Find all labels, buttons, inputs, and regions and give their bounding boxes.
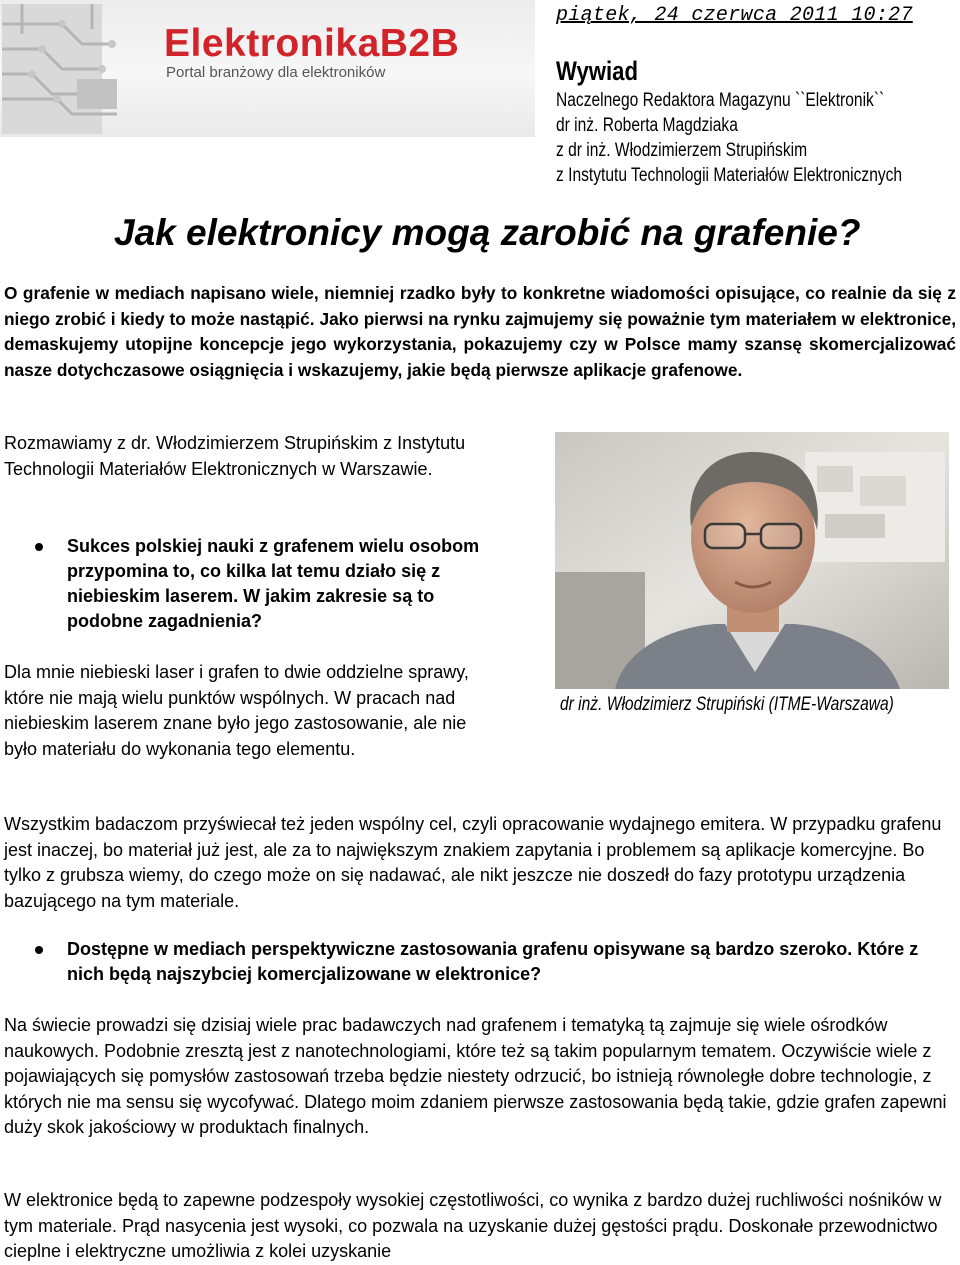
article-lead: O grafenie w mediach napisano wiele, niemniej rzadko były to konkretne wiadomości opisujące, co realnie da się z niego zrobić i kiedy to może nastąpić. Jako pierwsi na rynku zajmujemy się poważnie tym materiałem w elektronice, demaskujemy utopijne koncepcje jego wykorzystania, pokazujemy czy w Polsce mamy szansę skomercjalizować nasze dotychczasowe osiągnięcia i wskazujemy, jakie będą pierwsze aplikacje grafenowe.: [4, 283, 956, 380]
article-type: Wywiad: [556, 56, 639, 86]
interview-intro: Rozmawiamy z dr. Włodzimierzem Strupińskim z Instytutu Technologii Materiałów Elektronicznych w Warszawie.: [4, 433, 466, 479]
logo-brand-text: ElektronikaB2B: [164, 22, 460, 65]
answer-paragraph: Dla mnie niebieski laser i grafen to dwie oddzielne sprawy, które nie mają wielu punktów wspólnych. W pracach nad niebieskim laserem znane było jego zastosowanie, ale nie było materiału do wykonania tego elementu.: [4, 662, 469, 759]
question-text: Sukces polskiej nauki z grafenem wielu osobom przypomina to, co kilka lat temu działo się z niebieskim laserem. W jakim zakresie są to podobne zagadnienia?: [67, 536, 480, 631]
bullet-icon: [35, 946, 43, 954]
photo-caption: dr inż. Włodzimierz Strupiński (ITME-Warszawa): [560, 694, 894, 715]
question-2: [67, 937, 947, 987]
portrait-image: [555, 432, 949, 689]
site-logo[interactable]: [0, 0, 535, 137]
answer-paragraph: Wszystkim badaczom przyświecał też jeden wspólny cel, czyli opracowanie wydajnego emitera. W przypadku grafenu jest inaczej, bo materiał już jest, ale za to największym znakiem zapytania i problemem są aplikacje komercyjne. Bo tylko z grubsza wiemy, do czego może on się nadawać, ale nikt jeszcze nie doszedł do fazy prototypu urządzenia bazującego na tym materiale.: [4, 814, 942, 911]
logo-tagline: Portal branżowy dla elektroników: [166, 64, 386, 81]
article-date: piątek, 24 czerwca 2011 10:27: [556, 4, 913, 27]
question-1: [67, 534, 507, 634]
header-line: dr inż. Roberta Magdziaka: [556, 115, 738, 136]
answer-paragraph: W elektronice będą to zapewne podzespoły wysokiej częstotliwości, co wynika z bardzo dużej ruchliwości nośników w tym materiale. Prąd nasycenia jest wysoki, co pozwala na uzyskanie dużej gęstości prądu. Doskonałe przewodnictwo cieplne i elektryczne umożliwia z kolei uzyskanie: [4, 1190, 942, 1261]
question-text: Dostępne w mediach perspektywiczne zastosowania grafenu opisywane są bardzo szeroko. Które z nich będą najszybciej komercjalizowane w elektronice?: [67, 939, 919, 984]
article-headline: Jak elektronicy mogą zarobić na grafenie?: [114, 212, 861, 253]
header-line: z dr inż. Włodzimierzem Strupińskim: [556, 140, 808, 161]
circuit-board-icon: [2, 4, 132, 134]
portrait-photo: [555, 432, 949, 689]
header-line: Naczelnego Redaktora Magazynu ``Elektronik``: [556, 90, 885, 111]
bullet-icon: [35, 543, 43, 551]
answer-paragraph: Na świecie prowadzi się dzisiaj wiele prac badawczych nad grafenem i tematyką tą zajmuje się wiele ośrodków naukowych. Podobnie zresztą jest z nanotechnologiami, które też są takim popularnym tematem. Oczywiście wiele z pojawiających się pomysłów zastosowań trzeba będzie niestety odrzucić, bo istnieją równoległe dobre technologie, z których nie ma sensu się wycofywać. Dlatego moim zdaniem pierwsze zastosowania będą takie, gdzie grafen zapewni duży skok jakościowy w produktach finalnych.: [4, 1015, 947, 1137]
header-line: z Instytutu Technologii Materiałów Elektronicznych: [556, 165, 903, 186]
